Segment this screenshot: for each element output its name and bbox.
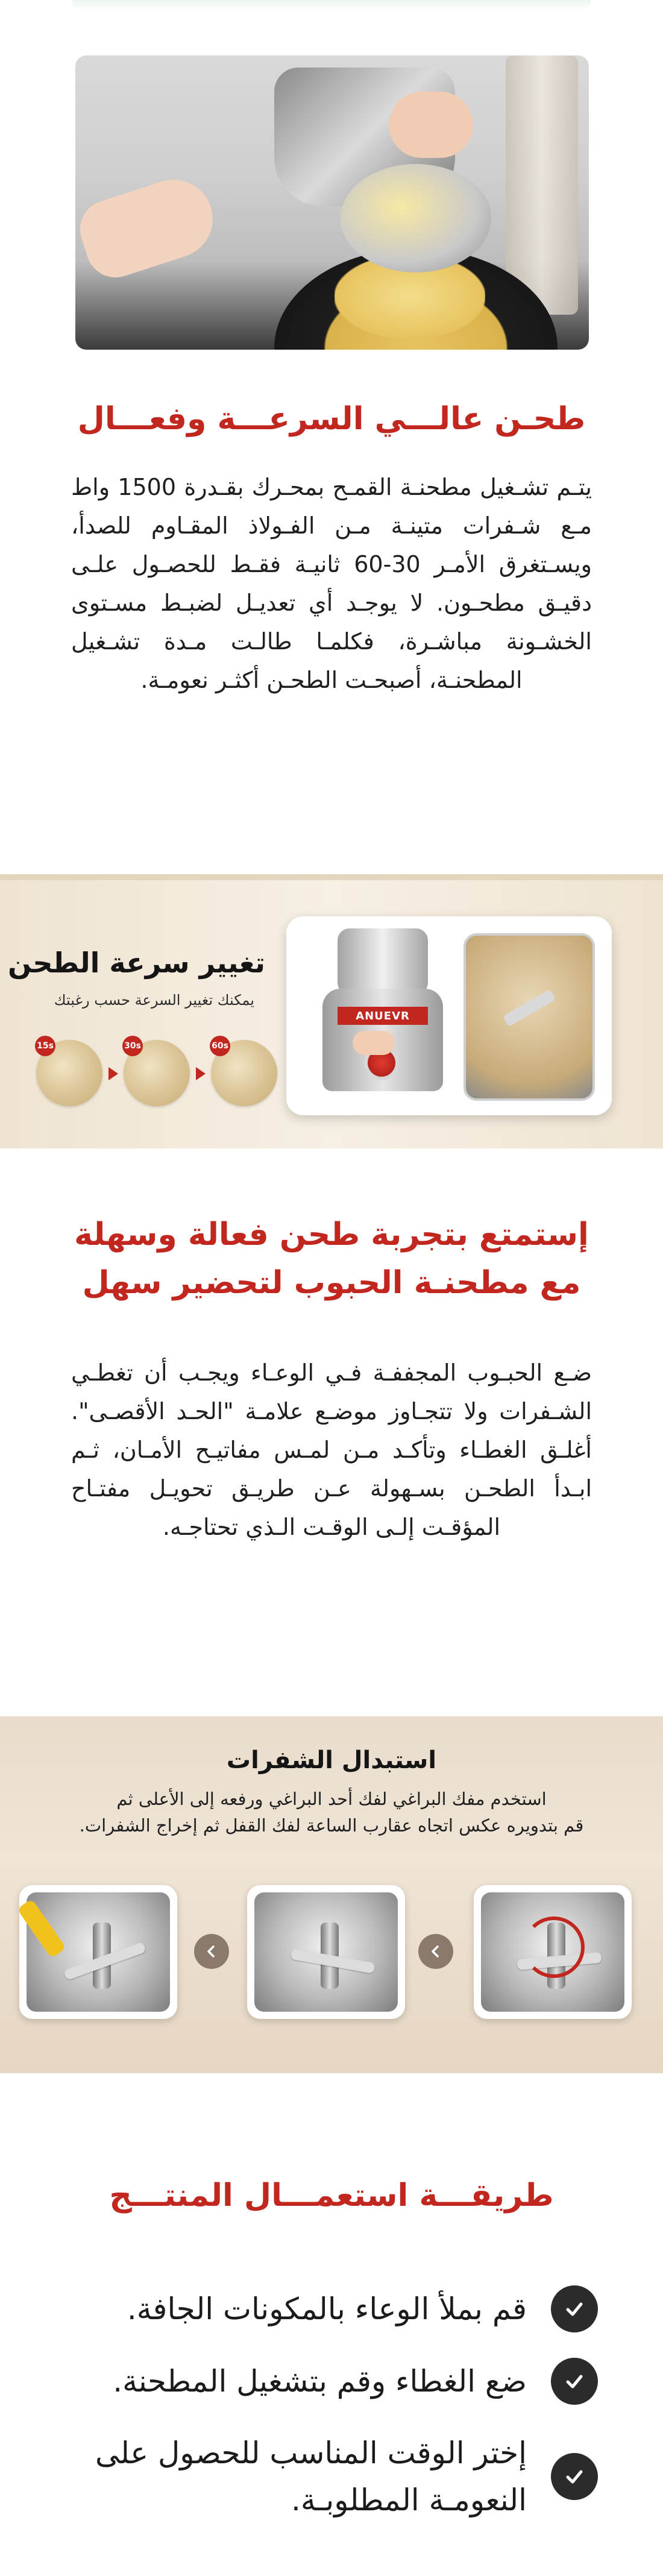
section-heading-easy-grinding-2: مع مطحنـة الحبوب لتحضير سهل bbox=[82, 1265, 581, 1301]
usage-step-3 bbox=[68, 2430, 598, 2524]
usage-title: طريقـــة استعمـــال المنتـــج bbox=[109, 2178, 554, 2214]
grinder-lid-image bbox=[338, 928, 428, 995]
blade-step-card-3 bbox=[474, 1885, 632, 2019]
check-circle-icon bbox=[551, 2453, 598, 2500]
speed-badge-60s: 60s bbox=[210, 1036, 230, 1056]
grinder-product-image bbox=[310, 928, 461, 1103]
speed-product-card bbox=[286, 916, 612, 1115]
blade-banner-title: استبدال الشفرات bbox=[226, 1746, 437, 1774]
usage-step-text: إختر الوقت المناسب للحصول على النعومـة المطلوبـة. bbox=[95, 2436, 527, 2518]
blade-step-image bbox=[27, 1892, 170, 2012]
speed-banner bbox=[0, 874, 663, 1148]
blade-step-card-1 bbox=[19, 1885, 177, 2019]
top-fade-decoration bbox=[72, 0, 591, 11]
blade-banner-description bbox=[36, 1786, 627, 1839]
speed-banner-subtitle: يمكنك تغيير السرعة حسب رغبتك bbox=[54, 992, 254, 1009]
check-circle-icon bbox=[551, 2285, 598, 2332]
finger-image bbox=[353, 1031, 395, 1055]
section-heading-easy-grinding-1: إستمتع بتجربة طحن فعالة وسهلة bbox=[74, 1217, 589, 1253]
check-circle-icon bbox=[551, 2358, 598, 2405]
blade-step-image bbox=[254, 1892, 398, 2012]
section-heading-fast-grinding: طحـن عالـــي السرعـــة وفعـــال bbox=[77, 401, 586, 437]
usage-step-text: ضع الغطاء وقم بتشغيل المطحنة. bbox=[113, 2364, 527, 2399]
hand-image bbox=[75, 169, 223, 285]
blade-desc-line-1: استخدم مفك البراغي لفك أحد البراغي ورفعه إلى الأعلى ثم bbox=[116, 1789, 547, 1809]
hero-product-photo bbox=[75, 55, 589, 350]
arrow-right-icon bbox=[196, 1067, 206, 1080]
metal-bowl-image bbox=[341, 164, 491, 272]
screwdriver-image bbox=[19, 1898, 66, 1958]
chevron-left-icon bbox=[194, 1934, 229, 1969]
usage-step-text: قم بملأ الوعاء بالمكونات الجافة. bbox=[127, 2291, 527, 2326]
glass-jar-image bbox=[506, 55, 578, 315]
blade-step-card-2 bbox=[247, 1885, 405, 2019]
section-paragraph-easy-grinding: ضـع الحبـوب المجففـة فـي الوعـاء ويجـب أن تغطـي الشـفرات ولا تتجـاوز موضـع علامـة "الحـد الأقصـى". أغلـق الغطـاء وتأكـد مـن لمـس مفاتيـح الأمـان، ثـم ابـدأ الطحـن بسـهولة عـن طريـق تحويـل مفتـاح المؤقـت إلـى الوقـت الـذي تحتاجـه. bbox=[71, 1359, 592, 1540]
usage-step-1 bbox=[68, 2285, 598, 2332]
grinding-chamber-image bbox=[463, 933, 595, 1101]
blade-image bbox=[503, 989, 556, 1027]
brand-label: ANUEVR bbox=[338, 1007, 428, 1025]
rotate-arrow-icon bbox=[523, 1916, 585, 1978]
banner-top-stripe bbox=[0, 874, 663, 880]
speed-banner-title: تغيير سرعة الطحن bbox=[7, 946, 265, 979]
arrow-right-icon bbox=[108, 1067, 118, 1080]
blade-banner bbox=[0, 1716, 663, 2073]
section-paragraph-fast-grinding: يتـم تشـغيل مطحنـة القمـح بمحـرك بقـدرة 1500 واط مـع شـفرات متينـة مـن الفـولاذ المقـاوم للصدأ، ويسـتغرق الأمـر 30-60 ثانيـة فقـط للحصـول علـى دقيـق مطحـون. لا يوجـد أي تعديـل لضبـط مسـتوى الخشـونة مباشـرة، فكلمـا طالـت مـدة تشـغيل المطحنـة، أصبحـت الطحـن أكثـر نعومـة. bbox=[71, 474, 592, 693]
hand-image bbox=[389, 92, 473, 158]
speed-badge-30s: 30s bbox=[122, 1036, 143, 1056]
speed-badge-15s: 15s bbox=[35, 1036, 55, 1056]
chevron-left-icon bbox=[418, 1934, 453, 1969]
blade-desc-line-2: قم بتدويره عكس اتجاه عقارب الساعة لفك القفل ثم إخراج الشفرات. bbox=[79, 1815, 584, 1836]
usage-step-2 bbox=[68, 2358, 598, 2405]
blade-step-image bbox=[481, 1892, 624, 2012]
